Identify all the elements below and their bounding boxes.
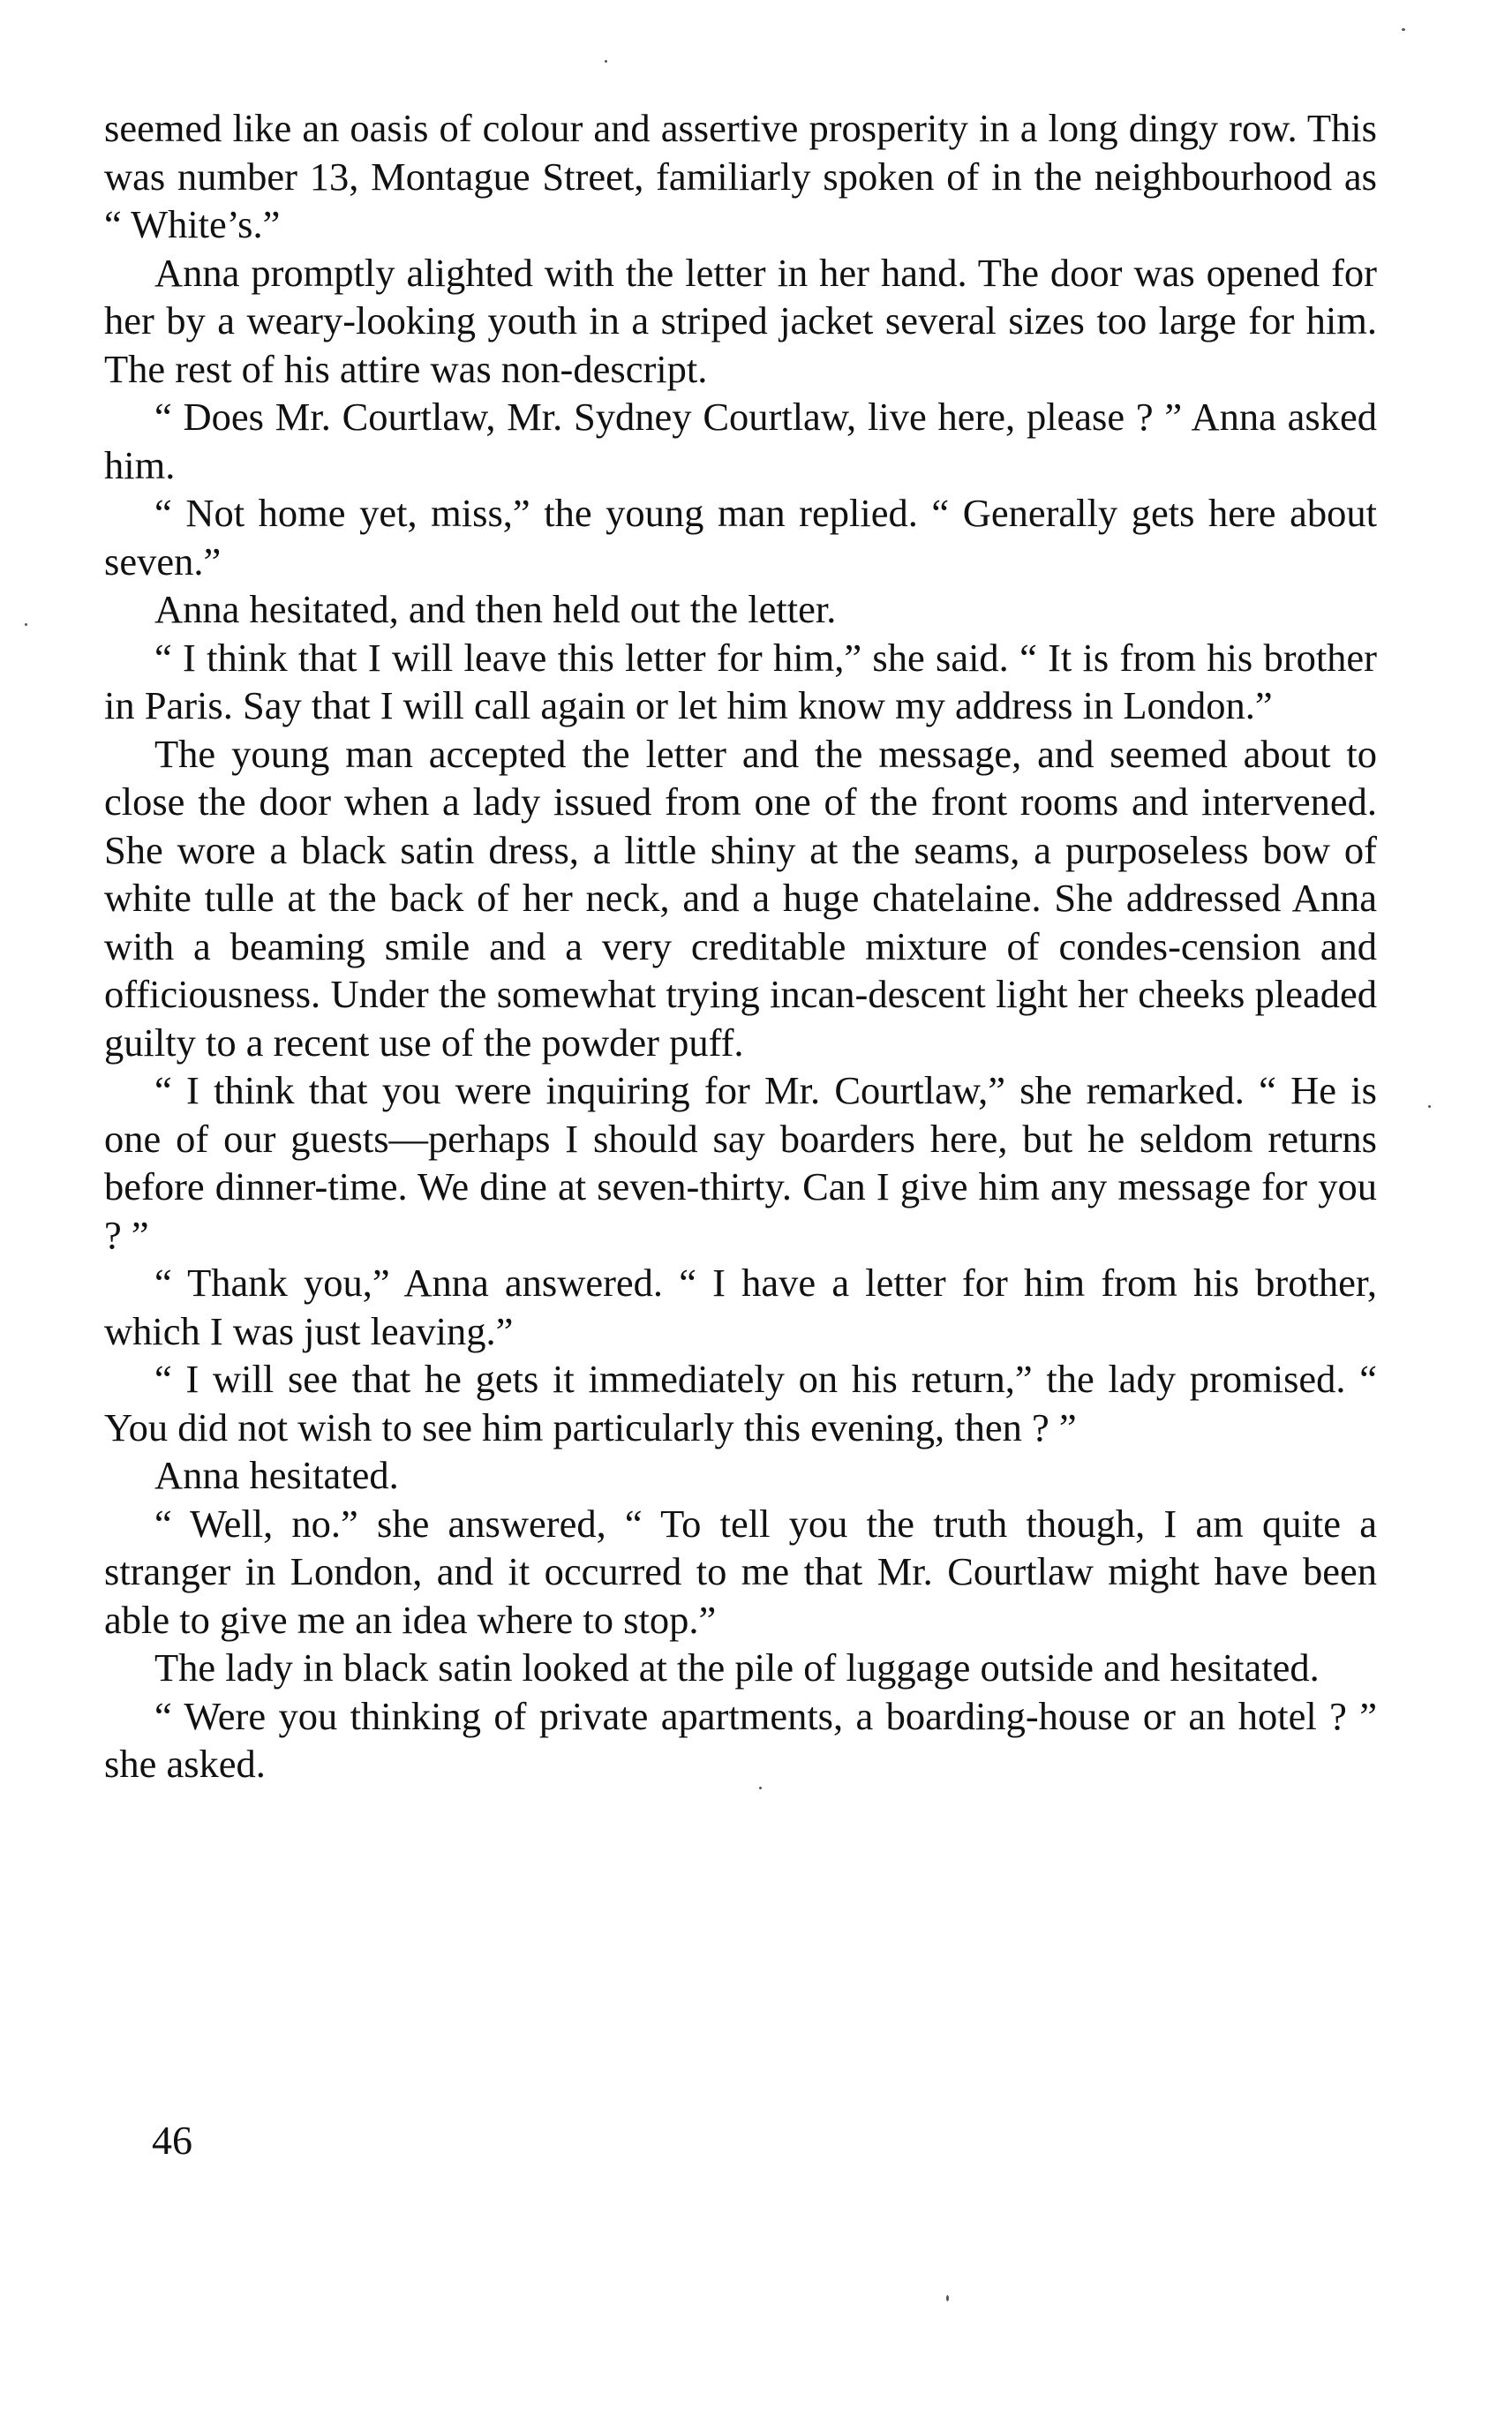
page-number: 46: [152, 2118, 192, 2163]
paragraph-continuation: seemed like an oasis of colour and assertive prosperity in a long dingy row. This was number 13, Montague Street, familiarly spoken of in the neighbourhood as “ White’s.”: [104, 106, 1377, 246]
scan-speck: [1428, 1105, 1431, 1108]
paragraph: “ Not home yet, miss,” the young man replied. “ Generally gets here about seven.”: [104, 491, 1377, 583]
scan-speck: [25, 623, 27, 626]
scan-speck: [946, 2295, 949, 2301]
paragraph: “ Well, no.” she answered, “ To tell you the truth though, I am quite a stranger in London, and it occurred to me that Mr. Courtlaw might have been able to give me an idea where to stop.”: [104, 1501, 1377, 1642]
scan-speck: [759, 1787, 762, 1789]
page-text-block: [104, 104, 1377, 1788]
paragraph: Anna promptly alighted with the letter in her hand. The door was opened for her by a weary-looking youth in a striped jacket several sizes too large for him. The rest of his attire was non-descript.: [104, 250, 1377, 391]
paragraph: “ I think that you were inquiring for Mr. Courtlaw,” she remarked. “ He is one of our guests—perhaps I should say boarders here, but he seldom returns before dinner-time. We dine at seven-thirty. Can I give him any message for you ? ”: [104, 1068, 1377, 1257]
paragraph: “ Were you thinking of private apartments, a boarding-house or an hotel ? ” she asked.: [104, 1693, 1377, 1786]
paragraph: Anna hesitated.: [154, 1453, 399, 1497]
paragraph: “ Thank you,” Anna answered. “ I have a letter for him from his brother, which I was just leaving.”: [104, 1261, 1377, 1353]
paragraph: “ Does Mr. Courtlaw, Mr. Sydney Courtlaw, live here, please ? ” Anna asked him.: [104, 395, 1377, 487]
paragraph: “ I think that I will leave this letter for him,” she said. “ It is from his brother in Paris. Say that I will call again or let him know my address in London.”: [104, 635, 1377, 727]
scan-speck: [1402, 28, 1405, 31]
scan-speck: [605, 60, 607, 63]
paragraph: Anna hesitated, and then held out the letter.: [154, 587, 837, 631]
paragraph: The young man accepted the letter and the message, and seemed about to close the door when a lady issued from one of the front rooms and intervened. She wore a black satin dress, a little shiny at the seams, a purposeless bow of white tulle at the back of her neck, and a huge chatelaine. She addressed Anna with a beaming smile and a very creditable mixture of condes-cension and officiousness. Under the somewhat trying incan-descent light her cheeks pleaded guilty to a recent use of the powder puff.: [104, 731, 1377, 1065]
paragraph: The lady in black satin looked at the pile of luggage outside and hesitated.: [154, 1645, 1320, 1690]
paragraph: “ I will see that he gets it immediately on his return,” the lady promised. “ You did not wish to see him particularly this evening, then ? ”: [104, 1357, 1377, 1449]
